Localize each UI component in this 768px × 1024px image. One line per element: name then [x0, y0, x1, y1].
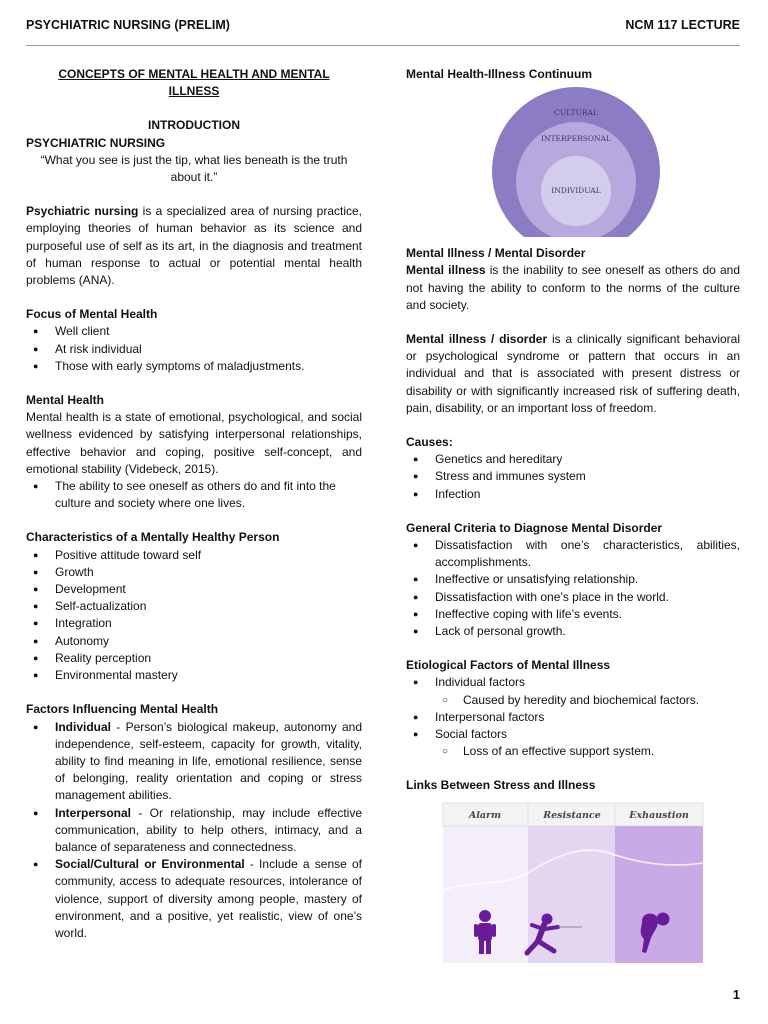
illness-heading: Mental Illness / Mental Disorder [406, 246, 586, 261]
list-item: ● At risk individual [26, 341, 362, 358]
cultural-label: CULTURAL [554, 108, 598, 118]
mental-health-list [26, 478, 362, 512]
factors-heading: Factors Influencing Mental Health [26, 702, 219, 717]
intro-heading: INTRODUCTION [148, 118, 240, 133]
list-item: ○ Loss of an effective support system. [406, 743, 740, 760]
quote: “What you see is just the tip, what lies beneath is the truth about it.” [40, 152, 348, 185]
exhaustion-panel [615, 803, 703, 963]
list-item: ○ Caused by heredity and biochemical factors. [406, 692, 740, 709]
links-heading: Links Between Stress and Illness [406, 778, 596, 793]
causes-heading: Causes: [406, 435, 453, 450]
interpersonal-label: INTERPERSONAL [540, 134, 612, 144]
document-title: CONCEPTS OF MENTAL HEALTH AND MENTAL ILLNESS [58, 67, 330, 99]
list-item: ● Self-actualization [26, 598, 362, 615]
list-item: ● Environmental mastery [26, 667, 362, 684]
list-item: ● Individual factors [406, 674, 740, 691]
concentric-circles-figure [406, 83, 740, 237]
list-item: ● The ability to see oneself as others do and fit into the culture and society where one lives. [26, 478, 362, 512]
list-item: ● Infection [406, 486, 740, 503]
causes-list [406, 451, 740, 503]
list-item: ● Reality perception [26, 650, 362, 667]
list-item: ● Stress and immunes system [406, 468, 740, 485]
stress-stages-image [406, 795, 740, 963]
individual-label: INDIVIDUAL [551, 186, 601, 196]
left-column [26, 66, 362, 942]
list-item: ● Genetics and hereditary [406, 451, 740, 468]
header-course-code: NCM 117 LECTURE [625, 18, 740, 32]
list-item: ● Social/Cultural or Environmental - Include a sense of community, access to adequate resources, intolerance of violence, support of diversity among people, mastery of environment, and a positive, yet realistic, view of one’s world. [26, 856, 362, 942]
header-divider [26, 45, 740, 46]
mental-disorder-definition: Mental illness / disorder is a clinically significant behavioral or psychological syndrome or pattern that occurs in an individual and that is associated with present distress or disability or with significantly increased risk of suffering death, pain, disability, or an important loss of freedom. [406, 332, 740, 415]
list-item: ● Development [26, 581, 362, 598]
psych-nursing-heading: PSYCHIATRIC NURSING [26, 135, 166, 150]
characteristics-heading: Characteristics of a Mentally Healthy Person [26, 530, 280, 545]
page-number: 1 [732, 987, 740, 1002]
list-item: ● Ineffective or unsatisfying relationship. [406, 571, 740, 588]
exhaustion-label: Exhaustion [629, 809, 689, 821]
list-item: ● Growth [26, 564, 362, 581]
resistance-label: Resistance [543, 809, 601, 821]
etiological-sublist [406, 692, 740, 709]
continuum-heading: Mental Health-Illness Continuum [406, 67, 593, 81]
list-item: ● Interpersonal factors [406, 709, 740, 726]
list-item: ● Positive attitude toward self [26, 547, 362, 564]
criteria-heading: General Criteria to Diagnose Mental Disorder [406, 520, 663, 535]
list-item: ● Social factors [406, 726, 740, 743]
list-item: ● Dissatisfaction with one’s place in the world. [406, 589, 740, 606]
mental-health-heading: Mental Health [26, 393, 105, 408]
focus-heading: Focus of Mental Health [26, 307, 158, 322]
list-item: ● Ineffective coping with life’s events. [406, 606, 740, 623]
criteria-list [406, 537, 740, 640]
mental-illness-definition: Mental illness is the inability to see oneself as others do and not having the ability to conform to the norms of the culture and society. [406, 263, 740, 312]
psych-nursing-definition: Psychiatric nursing is a specialized area of nursing practice, employing theories of human behavior as its science and purposeful use of self as its art, in the diagnosis and treatment of human response to actual or potential mental health problems (ANA). [26, 204, 363, 288]
focus-list [26, 323, 362, 375]
header-course-title: PSYCHIATRIC NURSING (PRELIM) [26, 18, 230, 32]
etiological-heading: Etiological Factors of Mental Illness [406, 658, 611, 673]
page-header [26, 18, 740, 32]
characteristics-list [26, 547, 362, 685]
continuum-diagram [406, 83, 740, 237]
list-item: ● Well client [26, 323, 362, 340]
list-item: ● Integration [26, 615, 362, 632]
list-item: ● Autonomy [26, 633, 362, 650]
etiological-list [406, 674, 740, 691]
list-item: ● Those with early symptoms of maladjustments. [26, 358, 362, 375]
stress-stages-figure [406, 795, 740, 963]
list-item: ● Individual - Person’s biological makeup, autonomy and independence, self-esteem, capacity for growth, vitality, ability to find meaning in life, emotional resilience, sense of belonging, reality orientation and coping or stress management abilities. [26, 719, 362, 805]
list-item: ● Dissatisfaction with one’s characteristics, abilities, accomplishments. [406, 537, 740, 571]
list-item: ● Interpersonal - Or relationship, may include effective communication, ability to help others, intimacy, and a balance of separateness and connectedness. [26, 805, 362, 857]
mental-health-definition: Mental health is a state of emotional, psychological, and social wellness evidenced by satisfying interpersonal relationships, effective behavior and coping, positive self-concept, and emotional stability (Videbeck, 2015). [26, 410, 362, 476]
alarm-label: Alarm [468, 809, 502, 821]
right-column [406, 66, 740, 963]
factors-list [26, 719, 362, 943]
list-item: ● Lack of personal growth. [406, 623, 740, 640]
